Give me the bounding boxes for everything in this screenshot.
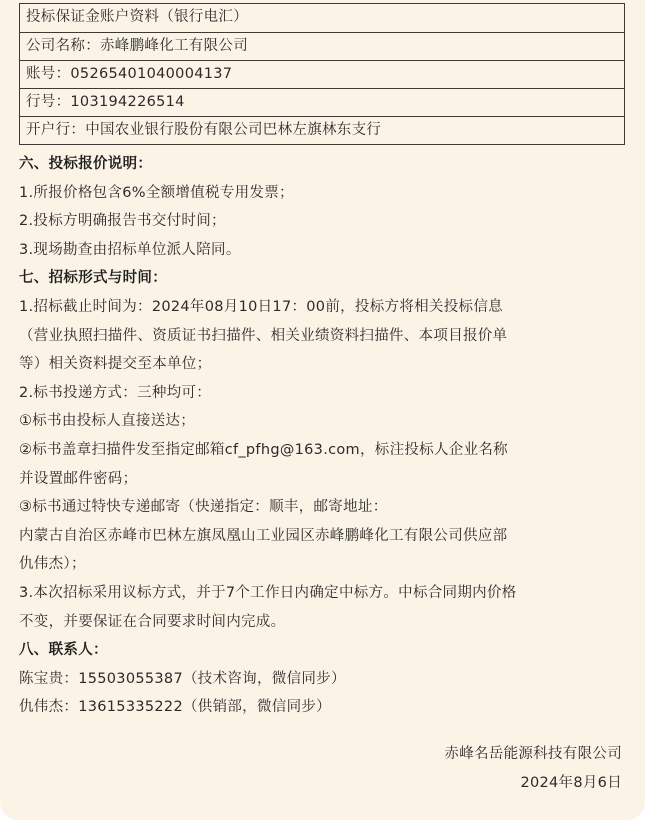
issue-date: 2024年8月6日 — [520, 775, 622, 791]
contact-item: 陈宝贵：15503055387（技术咨询，微信同步） — [19, 670, 346, 687]
issuer-company: 赤峰名岳能源科技有限公司 — [444, 746, 622, 762]
paragraph-line: （营业执照扫描件、资质证书扫描件、相关业绩资料扫描件、本项目报价单 — [19, 327, 508, 344]
tender-content — [19, 150, 625, 722]
company-name-row: 公司名称：赤峰鹏峰化工有限公司 — [20, 32, 624, 60]
signature-block — [444, 740, 622, 798]
section-seven-heading: 七、招标形式与时间： — [19, 270, 167, 287]
contact-item: 仇伟杰：13615335222（供销部，微信同步） — [19, 699, 331, 716]
account-number-row: 账号：05265401040004137 — [20, 60, 624, 88]
paragraph-line: 并设置邮件密码； — [19, 470, 138, 487]
list-item: 1.所报价格包含6%全额增值税专用发票； — [19, 184, 294, 201]
paragraph-line: 2.标书投递方式：三种均可： — [19, 384, 212, 401]
paragraph-line: ③标书通过特快专递邮寄（快递指定：顺丰，邮寄地址： — [19, 499, 388, 516]
paragraph-line: 仇伟杰）； — [19, 556, 86, 573]
paragraph-line: 3.本次招标采用议标方式，并于7个工作日内确定中标方。中标合同期内价格 — [19, 584, 517, 601]
bank-account-table — [19, 3, 625, 145]
bank-branch-row: 开户行：中国农业银行股份有限公司巴林左旗林东支行 — [20, 116, 624, 144]
paragraph-line: 1.招标截止时间为：2024年08月10日17：00前，投标方将相关投标信息 — [19, 298, 503, 315]
section-eight-heading: 八、联系人： — [19, 642, 108, 659]
bank-code-row: 行号：103194226514 — [20, 88, 624, 116]
paragraph-line: ①标书由投标人直接送达； — [19, 413, 196, 430]
paragraph-line: ②标书盖章扫描件发至指定邮箱cf_pfhg@163.com，标注投标人企业名称 — [19, 441, 508, 458]
paragraph-line: 等）相关资料提交至本单位； — [19, 356, 212, 373]
account-title: 投标保证金账户资料（银行电汇） — [26, 9, 248, 25]
list-item: 2.投标方明确报告书交付时间； — [19, 213, 226, 230]
list-item: 3.现场勘查由招标单位派人陪同。 — [19, 241, 241, 258]
section-six-heading: 六、投标报价说明： — [19, 156, 153, 172]
paragraph-line: 内蒙古自治区赤峰市巴林左旗凤凰山工业园区赤峰鹏峰化工有限公司供应部 — [19, 527, 508, 544]
paragraph-line: 不变，并要保证在合同要求时间内完成。 — [19, 613, 286, 630]
